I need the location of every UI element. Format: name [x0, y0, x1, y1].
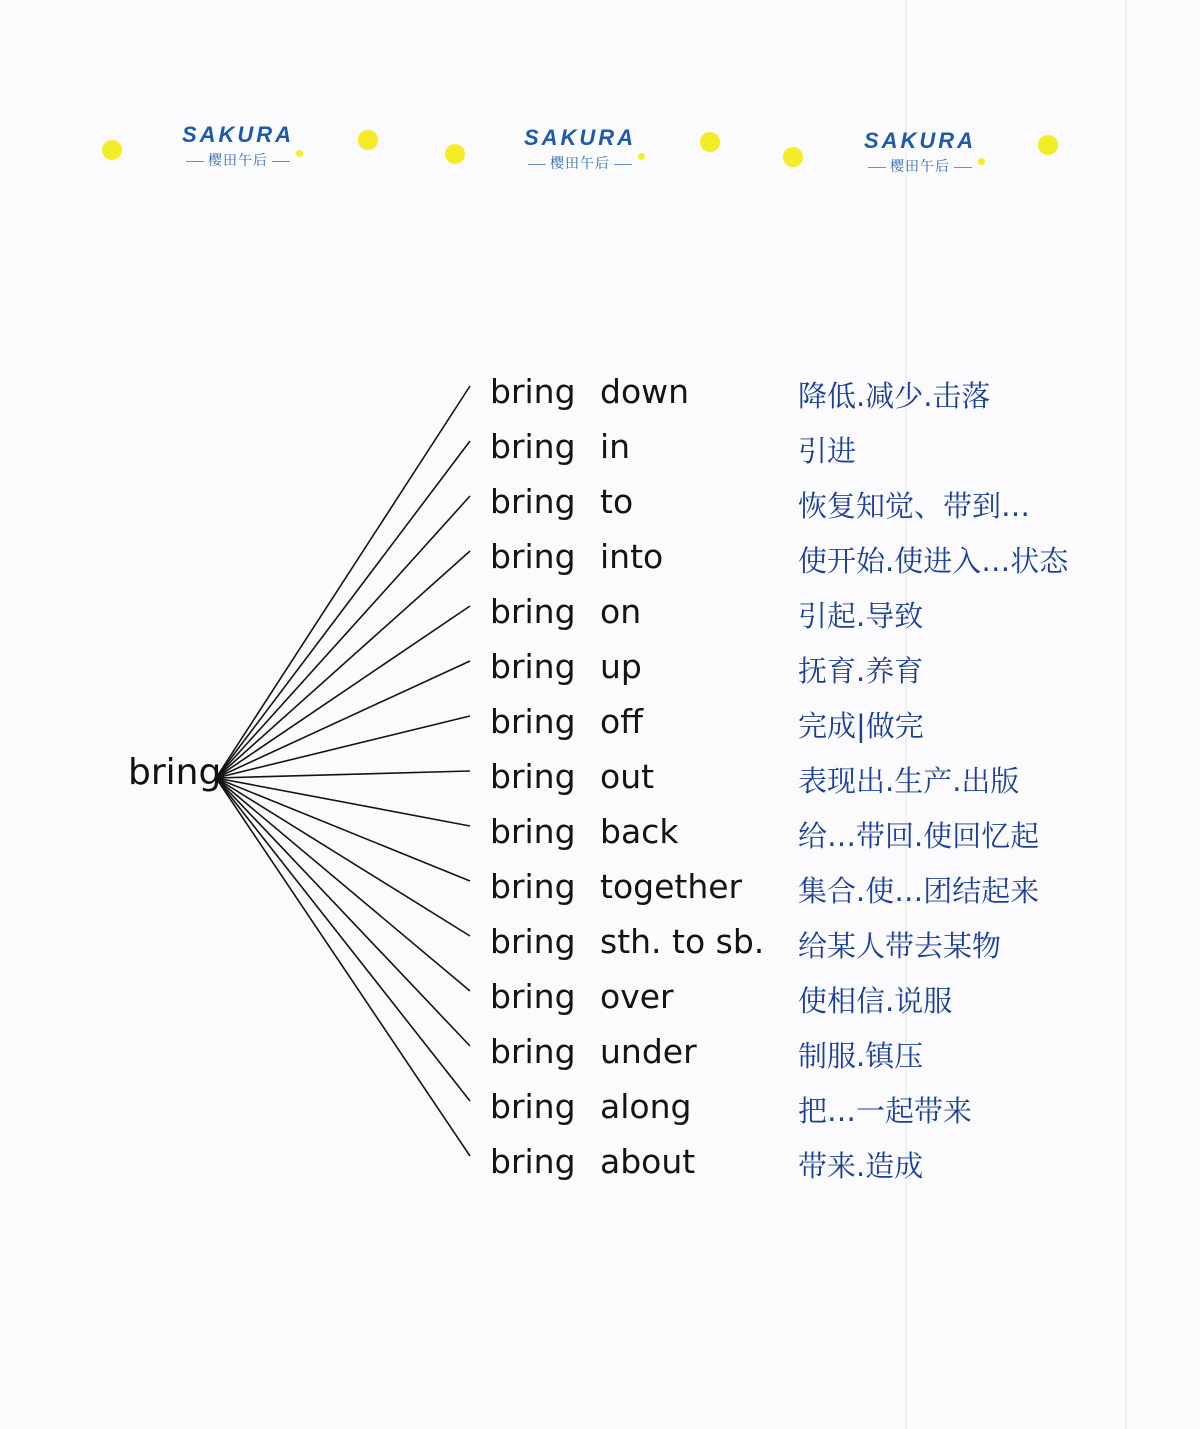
phrasal-verb — [490, 427, 630, 466]
root-word: bring — [128, 752, 222, 793]
phrasal-verb — [490, 812, 678, 851]
verb: bring — [490, 757, 576, 796]
list-item — [0, 973, 1200, 1023]
list-item — [0, 643, 1200, 693]
list-item — [0, 918, 1200, 968]
particle: to — [600, 482, 634, 521]
phrasal-verb — [490, 977, 674, 1016]
verb: bring — [490, 537, 576, 576]
list-item — [0, 533, 1200, 583]
list-item — [0, 698, 1200, 748]
list-item — [0, 423, 1200, 473]
meaning: 使开始.使进入…状态 — [798, 544, 1069, 578]
list-item — [0, 1083, 1200, 1133]
meaning: 给…带回.使回忆起 — [798, 819, 1040, 853]
meaning: 带来.造成 — [798, 1149, 924, 1183]
stamp-subtitle: 樱田午后 — [168, 150, 308, 170]
particle: about — [600, 1142, 696, 1181]
meaning: 抚育.养育 — [798, 654, 924, 688]
particle: together — [600, 867, 743, 906]
verb: bring — [490, 977, 576, 1016]
particle: back — [600, 812, 679, 851]
meaning: 降低.减少.击落 — [798, 379, 991, 413]
meaning: 使相信.说服 — [798, 984, 953, 1018]
list-item — [0, 1138, 1200, 1188]
list-item — [0, 863, 1200, 913]
particle: in — [600, 427, 631, 466]
phrasal-verb — [490, 1032, 697, 1071]
phrasal-verb — [490, 647, 642, 686]
phrasal-verb — [490, 922, 764, 961]
meaning: 制服.镇压 — [798, 1039, 924, 1073]
stamp-title: SAKURA — [863, 128, 977, 153]
stamp-title: SAKURA — [181, 122, 295, 147]
stamp-subtitle: 樱田午后 — [510, 153, 650, 173]
meaning: 给某人带去某物 — [798, 929, 1002, 963]
verb: bring — [490, 1087, 576, 1126]
particle: along — [600, 1087, 692, 1126]
phrasal-verb — [490, 702, 643, 741]
verb: bring — [490, 812, 576, 851]
verb: bring — [490, 427, 576, 466]
phrasal-verb — [490, 757, 654, 796]
list-item — [0, 478, 1200, 528]
verb: bring — [490, 647, 576, 686]
particle: up — [600, 647, 642, 686]
particle: off — [600, 702, 643, 741]
particle: sth. to sb. — [600, 922, 765, 961]
list-item — [0, 753, 1200, 803]
stamp-title: SAKURA — [523, 125, 637, 150]
verb: bring — [490, 1142, 576, 1181]
particle: into — [600, 537, 664, 576]
verb: bring — [490, 867, 576, 906]
verb: bring — [490, 482, 576, 521]
particle: out — [600, 757, 655, 796]
verb: bring — [490, 372, 576, 411]
verb: bring — [490, 1032, 576, 1071]
phrasal-verb — [490, 372, 689, 411]
particle: under — [600, 1032, 697, 1071]
meaning: 把…一起带来 — [798, 1094, 973, 1128]
phrasal-verb — [490, 1142, 695, 1181]
list-item — [0, 1028, 1200, 1078]
particle: down — [600, 372, 690, 411]
particle: on — [600, 592, 642, 631]
stamp-subtitle: 樱田午后 — [850, 156, 990, 176]
phrasal-verb — [490, 592, 641, 631]
meaning: 集合.使…团结起来 — [798, 874, 1040, 908]
list-item — [0, 808, 1200, 858]
verb: bring — [490, 702, 576, 741]
meaning: 引起.导致 — [798, 599, 924, 633]
verb: bring — [490, 592, 576, 631]
phrasal-verb — [490, 482, 633, 521]
verb: bring — [490, 922, 576, 961]
meaning: 引进 — [798, 434, 857, 468]
list-item — [0, 588, 1200, 638]
meaning: 表现出.生产.出版 — [798, 764, 1020, 798]
particle: over — [600, 977, 674, 1016]
phrasal-verb — [490, 867, 742, 906]
meaning: 完成|做完 — [798, 709, 924, 743]
meaning: 恢复知觉、带到… — [798, 489, 1031, 523]
phrasal-verb — [490, 1087, 691, 1126]
list-item — [0, 368, 1200, 418]
phrasal-verb — [490, 537, 663, 576]
